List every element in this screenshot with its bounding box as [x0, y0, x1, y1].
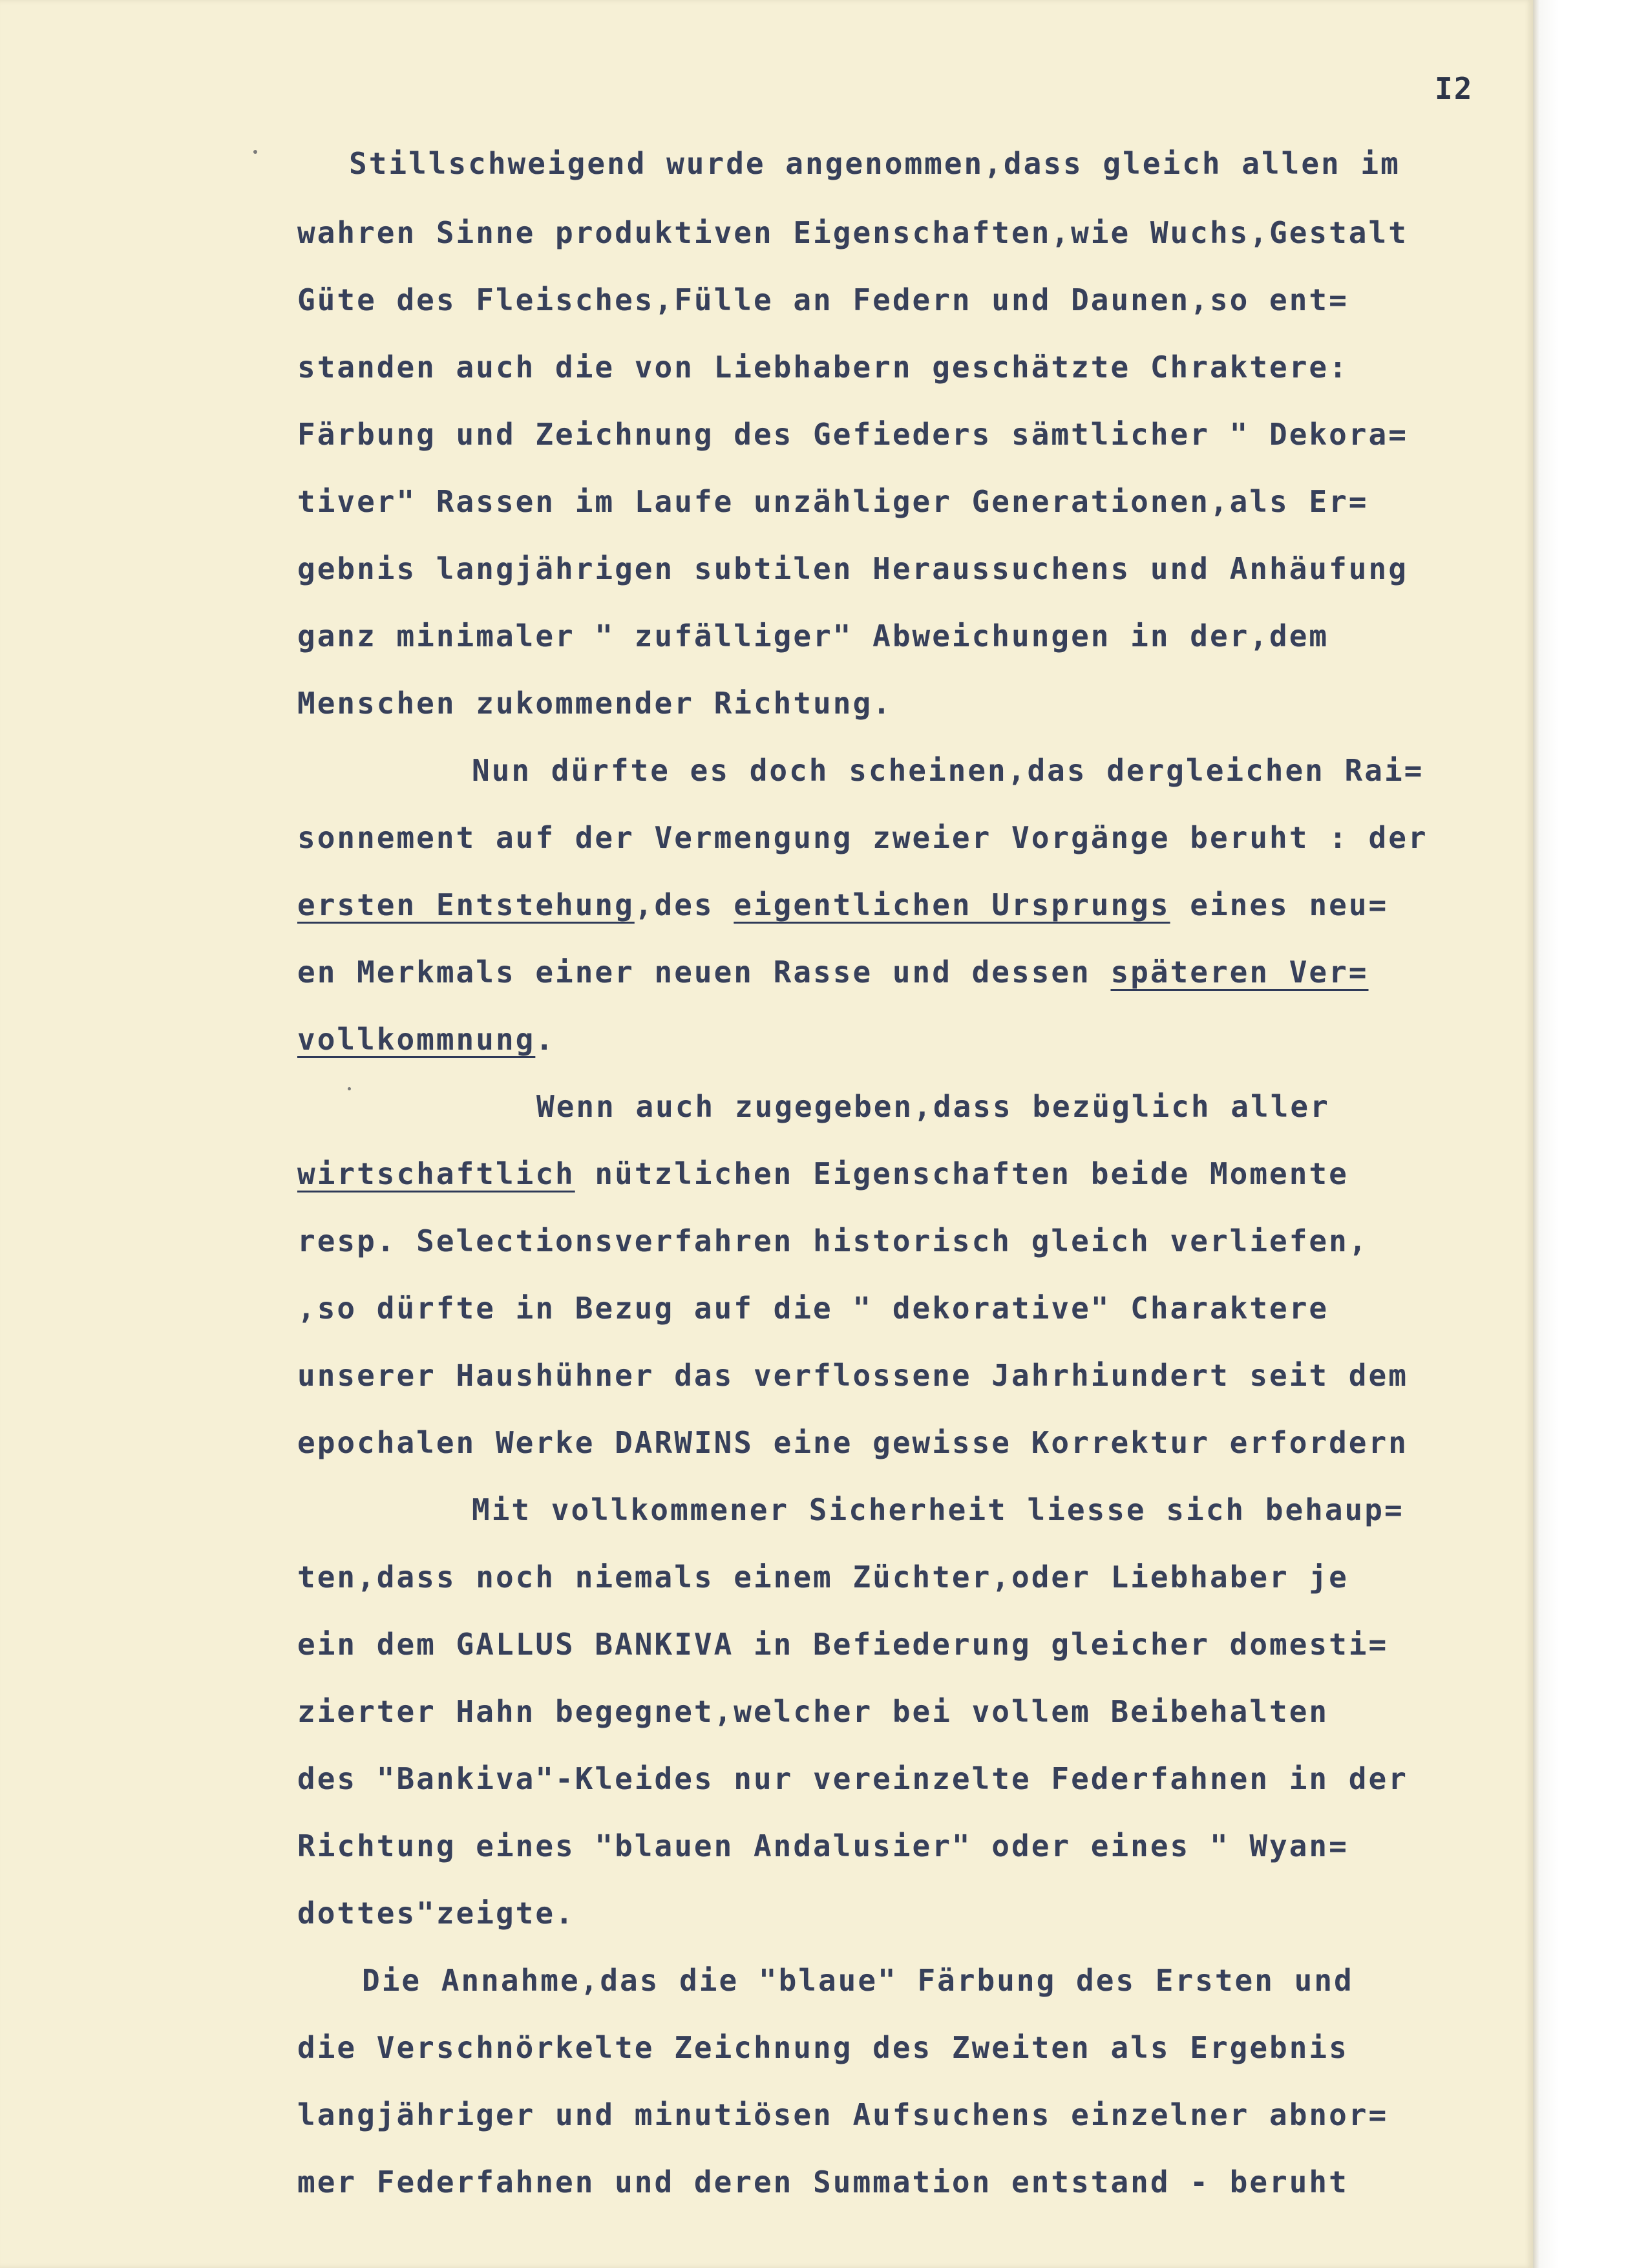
text-line — [297, 199, 1525, 266]
text-line — [297, 1745, 1525, 1812]
text-fragment: eines neu= — [1170, 887, 1389, 922]
text-fragment: gebnis langjährigen subtilen Heraussuchens und Anhäufung — [297, 551, 1408, 586]
text-fragment: langjähriger und minutiösen Aufsuchens einzelner abnor= — [297, 2097, 1389, 2132]
text-fragment: Stillschweigend wurde angenommen,dass gleich allen im — [349, 146, 1400, 181]
underlined-phrase: späteren Ver= — [1110, 955, 1369, 990]
paper-speck — [253, 150, 257, 154]
text-fragment: tiver" Rassen im Laufe unzähliger Generationen,als Er= — [297, 484, 1369, 519]
text-fragment: ein dem GALLUS BANKIVA in Befiederung gleicher domesti= — [297, 1627, 1389, 1662]
text-fragment: nützlichen Eigenschaften beide Momente — [575, 1156, 1349, 1191]
text-fragment: ganz minimaler " zufälliger" Abweichungen in der,dem — [297, 619, 1329, 653]
text-line — [297, 334, 1525, 401]
text-fragment: Mit vollkommener Sicherheit liesse sich behaup= — [472, 1492, 1404, 1527]
text-line — [297, 2081, 1525, 2148]
text-line — [297, 1275, 1525, 1342]
text-line — [297, 535, 1525, 602]
text-fragment: standen auch die von Liebhabern geschätzte Chraktere: — [297, 350, 1349, 385]
text-line — [297, 1207, 1525, 1275]
text-fragment: unserer Haushühner das verflossene Jahrhiundert seit dem — [297, 1358, 1408, 1393]
text-fragment: zierter Hahn begegnet,welcher bei vollem Beibehalten — [297, 1694, 1329, 1729]
text-line — [297, 602, 1525, 670]
text-line — [297, 1543, 1525, 1611]
text-fragment: Richtung eines "blauen Andalusier" oder eines " Wyan= — [297, 1828, 1349, 1863]
text-line — [297, 1947, 1525, 2014]
text-fragment: Menschen zukommender Richtung. — [297, 686, 893, 721]
page-number: I2 — [1435, 71, 1474, 106]
document-body-text — [297, 128, 1525, 2216]
text-line — [297, 938, 1525, 1006]
text-line — [297, 1342, 1525, 1409]
text-line — [297, 871, 1525, 938]
underlined-phrase: ersten Entstehung — [297, 887, 635, 922]
underlined-phrase: vollkommnung — [297, 1022, 536, 1057]
text-fragment: die Verschnörkelte Zeichnung des Zweiten als Ergebnis — [297, 2030, 1349, 2065]
text-line — [297, 1476, 1525, 1543]
text-line — [297, 2148, 1525, 2216]
text-fragment: Nun dürfte es doch scheinen,das dergleichen Rai= — [472, 753, 1424, 788]
text-fragment: Wenn auch zugegeben,dass bezüglich aller — [536, 1089, 1330, 1124]
text-fragment: ,so dürfte in Bezug auf die " dekorative" Charaktere — [297, 1291, 1329, 1326]
text-line — [297, 468, 1525, 535]
text-fragment: Die Annahme,das die "blaue" Färbung des Ersten und — [362, 1963, 1354, 1998]
text-line — [297, 266, 1525, 334]
text-line — [297, 670, 1525, 737]
text-fragment: en Merkmals einer neuen Rasse und dessen — [297, 955, 1111, 990]
text-fragment: Färbung und Zeichnung des Gefieders sämtlicher " Dekora= — [297, 417, 1408, 452]
text-line — [297, 1678, 1525, 1745]
text-line — [297, 2014, 1525, 2081]
underlined-phrase: wirtschaftlich — [297, 1156, 575, 1191]
text-fragment: wahren Sinne produktiven Eigenschaften,wie Wuchs,Gestalt — [297, 215, 1408, 250]
text-line — [297, 1140, 1525, 1207]
text-line — [297, 401, 1525, 468]
text-fragment: mer Federfahnen und deren Summation entstand - beruht — [297, 2165, 1349, 2199]
text-fragment: dottes"zeigte. — [297, 1896, 575, 1931]
text-fragment: resp. Selectionsverfahren historisch gleich verliefen, — [297, 1224, 1369, 1258]
text-line — [297, 804, 1525, 871]
text-line — [297, 1812, 1525, 1880]
text-line — [297, 1073, 1525, 1140]
text-fragment: Güte des Fleisches,Fülle an Federn und Daunen,so ent= — [297, 282, 1349, 317]
text-line — [297, 737, 1525, 804]
text-fragment: epochalen Werke DARWINS eine gewisse Korrektur erfordern — [297, 1425, 1408, 1460]
scan-background-edge — [1533, 0, 1648, 2268]
text-line — [297, 1006, 1525, 1073]
text-fragment: sonnement auf der Vermengung zweier Vorgänge beruht : der — [297, 820, 1428, 855]
text-line — [297, 128, 1525, 199]
text-line — [297, 1880, 1525, 1947]
text-line — [297, 1409, 1525, 1476]
text-fragment: des "Bankiva"-Kleides nur vereinzelte Federfahnen in der — [297, 1761, 1408, 1796]
text-fragment: ,des — [634, 887, 734, 922]
text-fragment: . — [535, 1022, 556, 1057]
underlined-phrase: eigentlichen Ursprungs — [734, 887, 1170, 922]
text-fragment: ten,dass noch niemals einem Züchter,oder Liebhaber je — [297, 1560, 1349, 1595]
text-line — [297, 1611, 1525, 1678]
